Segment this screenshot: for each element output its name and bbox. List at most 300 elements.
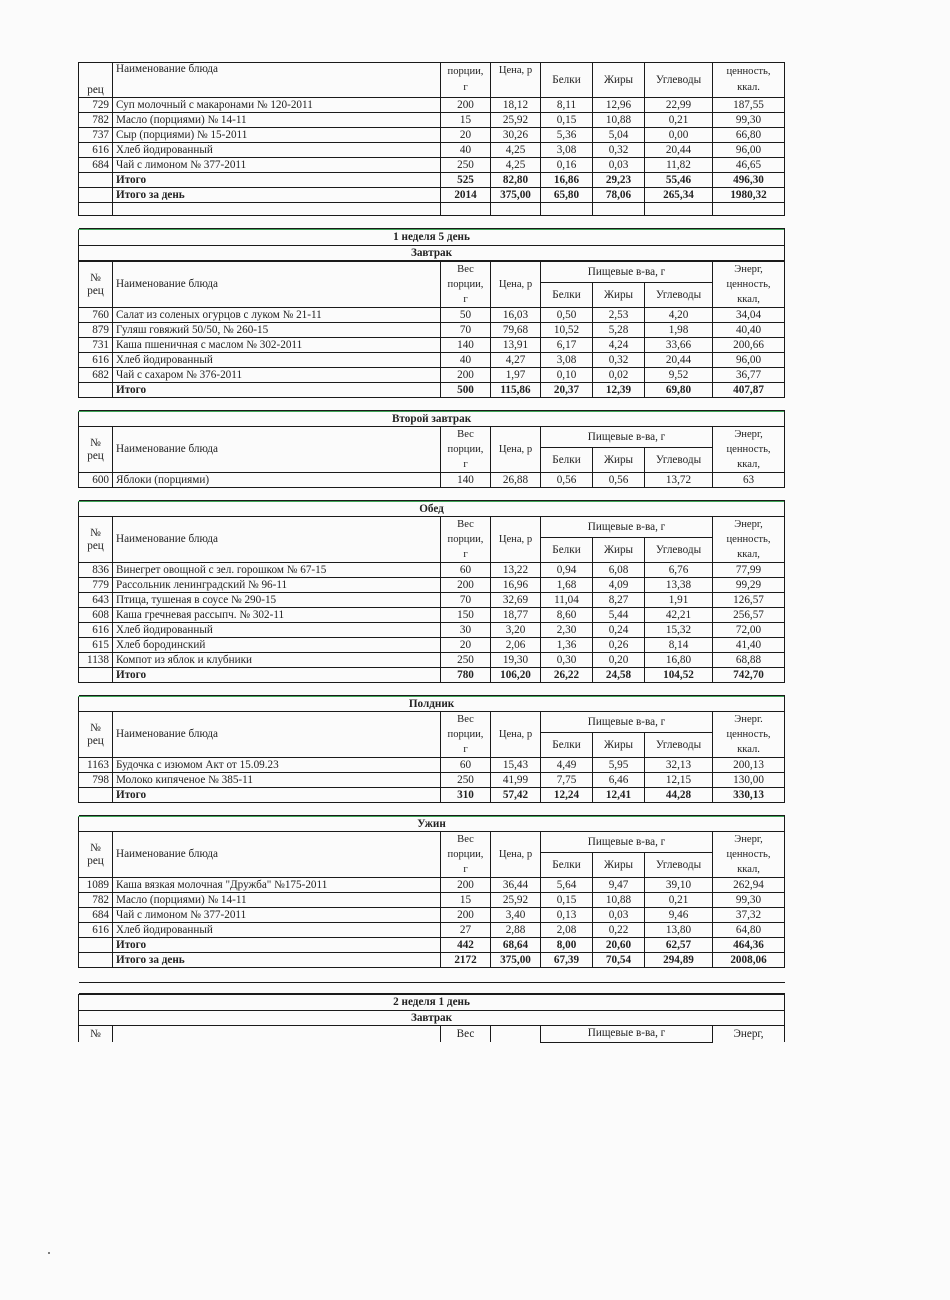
protein-cell: 0,13 [541, 908, 593, 923]
protein-cell: 0,50 [541, 308, 593, 323]
weight-cell: 200 [441, 878, 491, 893]
lunch-rows [79, 563, 785, 668]
energy-cell: 36,77 [713, 368, 785, 383]
price-cell: 2,06 [491, 638, 541, 653]
meal-title-row [79, 817, 785, 832]
energy-cell: 187,55 [713, 98, 785, 113]
table-row [79, 338, 785, 353]
weight-cell: 60 [441, 758, 491, 773]
rec-header-label: рец [87, 854, 104, 867]
protein-cell: 0,15 [541, 113, 593, 128]
price-cell: 19,30 [491, 653, 541, 668]
energy-cell: 68,88 [713, 653, 785, 668]
weight-cell: 250 [441, 653, 491, 668]
price-cell: 1,97 [491, 368, 541, 383]
weight-cell: 15 [441, 113, 491, 128]
meal-title-row [79, 502, 785, 517]
recipe-number-cell: 1089 [79, 878, 113, 893]
table-row [79, 923, 785, 938]
protein-cell: 8,00 [541, 938, 593, 953]
energy-cell: 464,36 [713, 938, 785, 953]
energy-cell: 37,32 [713, 908, 785, 923]
meal-title-row [79, 1011, 785, 1026]
recipe-number-cell: 616 [79, 353, 113, 368]
carbs-cell: 12,15 [645, 773, 713, 788]
table-header-row [79, 262, 785, 283]
carbs-cell: 15,32 [645, 623, 713, 638]
day-title-row [79, 995, 785, 1011]
fat-cell: 4,24 [593, 338, 645, 353]
weight-header-line: Вес [457, 429, 474, 440]
dish-name-cell: Масло (порциями) № 14-11 [113, 113, 441, 128]
carbs-cell: 1,98 [645, 323, 713, 338]
weight-header-line: порции, [447, 444, 484, 455]
energy-header-line: ккал, [737, 294, 760, 305]
fat-cell: 0,56 [593, 473, 645, 488]
total-row [79, 383, 785, 398]
carbs-header: Углеводы [645, 853, 713, 878]
energy-cell: 41,40 [713, 638, 785, 653]
dish-name-cell: Итого [113, 938, 441, 953]
week2-day1-table [78, 994, 785, 1043]
fat-cell: 0,03 [593, 158, 645, 173]
energy-header-line: ценность, [726, 66, 771, 77]
dish-name-cell: Молоко кипяченое № 385-11 [113, 773, 441, 788]
protein-cell: 5,64 [541, 878, 593, 893]
price-header: Цена, р [491, 517, 541, 563]
weight-cell: 40 [441, 353, 491, 368]
weight-cell: 60 [441, 563, 491, 578]
fat-cell: 8,27 [593, 593, 645, 608]
meal-title-row [79, 697, 785, 712]
energy-cell: 64,80 [713, 923, 785, 938]
weight-header [441, 262, 491, 308]
recipe-number-cell [79, 788, 113, 803]
price-header: Цена, р [491, 832, 541, 878]
protein-cell: 2,08 [541, 923, 593, 938]
energy-header [713, 832, 785, 878]
total-row [79, 938, 785, 953]
protein-cell: 6,17 [541, 338, 593, 353]
rec-header-label: рец [87, 539, 104, 552]
energy-cell: 200,66 [713, 338, 785, 353]
dinner-table [78, 816, 785, 994]
table-row [79, 368, 785, 383]
weight-cell: 15 [441, 893, 491, 908]
protein-cell: 0,94 [541, 563, 593, 578]
fat-cell: 0,24 [593, 623, 645, 638]
weight-cell: 200 [441, 908, 491, 923]
energy-cell: 126,57 [713, 593, 785, 608]
carbs-header: Углеводы [645, 63, 713, 98]
energy-header-line: ценность, [726, 729, 771, 740]
weight-header: Вес [441, 1026, 491, 1043]
meal-title-breakfast: Завтрак [79, 246, 785, 261]
fat-cell: 12,41 [593, 788, 645, 803]
carbs-cell: 104,52 [645, 668, 713, 683]
price-cell: 68,64 [491, 938, 541, 953]
weight-cell: 200 [441, 98, 491, 113]
blank-row [79, 983, 785, 994]
table-row [79, 128, 785, 143]
recipe-number-cell: 779 [79, 578, 113, 593]
price-cell: 106,20 [491, 668, 541, 683]
protein-header: Белки [541, 63, 593, 98]
breakfast-rows [79, 308, 785, 383]
fat-cell: 24,58 [593, 668, 645, 683]
energy-header [713, 517, 785, 563]
fat-cell: 2,53 [593, 308, 645, 323]
dish-name-cell: Чай с лимоном № 377-2011 [113, 908, 441, 923]
table-row [79, 353, 785, 368]
fat-cell: 10,88 [593, 113, 645, 128]
protein-cell: 26,22 [541, 668, 593, 683]
recipe-number-cell [79, 938, 113, 953]
recipe-number-cell: 729 [79, 98, 113, 113]
price-cell: 32,69 [491, 593, 541, 608]
weight-cell: 200 [441, 578, 491, 593]
protein-header: Белки [541, 283, 593, 308]
num-header-label: № [90, 436, 101, 449]
carbs-cell: 8,14 [645, 638, 713, 653]
dish-name-cell: Сыр (порциями) № 15-2011 [113, 128, 441, 143]
price-cell: 16,96 [491, 578, 541, 593]
recipe-number-cell: 836 [79, 563, 113, 578]
second-breakfast-table [78, 411, 785, 501]
table-header [79, 63, 785, 98]
price-cell: 36,44 [491, 878, 541, 893]
protein-cell: 20,37 [541, 383, 593, 398]
energy-cell: 200,13 [713, 758, 785, 773]
price-cell: 25,92 [491, 893, 541, 908]
weight-header [441, 517, 491, 563]
top-partial-rows [79, 98, 785, 173]
table-row [79, 323, 785, 338]
energy-cell: 256,57 [713, 608, 785, 623]
energy-cell: 99,30 [713, 893, 785, 908]
energy-cell: 742,70 [713, 668, 785, 683]
weight-header-line: г [463, 459, 468, 470]
top-partial-table [78, 62, 785, 229]
nutrients-header: Пищевые в-ва, г [541, 517, 713, 538]
rec-number-header [79, 427, 113, 473]
dish-name-cell: Хлеб йодированный [113, 623, 441, 638]
weight-header [441, 712, 491, 758]
carbs-cell: 42,21 [645, 608, 713, 623]
energy-header-line: ккал. [737, 744, 760, 755]
price-cell: 4,25 [491, 143, 541, 158]
protein-cell: 8,11 [541, 98, 593, 113]
weight-header-line: порции, [447, 849, 484, 860]
table-row [79, 908, 785, 923]
name-header: Наименование блюда [113, 427, 441, 473]
total-row [79, 173, 785, 188]
energy-header-line: ценность, [726, 279, 771, 290]
recipe-number-cell: 643 [79, 593, 113, 608]
table-row [79, 563, 785, 578]
carbs-cell: 22,99 [645, 98, 713, 113]
fat-cell: 0,22 [593, 923, 645, 938]
blank-row [79, 488, 785, 501]
price-cell: 115,86 [491, 383, 541, 398]
recipe-number-cell: 760 [79, 308, 113, 323]
dish-name-cell: Будочка с изюмом Акт от 15.09.23 [113, 758, 441, 773]
price-header: Цена, р [491, 262, 541, 308]
day5-table [78, 229, 785, 261]
protein-cell: 8,60 [541, 608, 593, 623]
table-row [79, 98, 785, 113]
energy-cell: 63 [713, 473, 785, 488]
weight-header-line: порции, [447, 729, 484, 740]
protein-cell: 0,30 [541, 653, 593, 668]
table-row [79, 578, 785, 593]
fat-header: Жиры [593, 448, 645, 473]
recipe-number-cell: 1163 [79, 758, 113, 773]
menu-document [78, 62, 788, 1043]
table-row [79, 593, 785, 608]
price-cell: 41,99 [491, 773, 541, 788]
name-header: Наименование блюда [113, 832, 441, 878]
breakfast-table [78, 261, 785, 411]
energy-header-line: Энерг. [734, 714, 763, 725]
breakfast-header [79, 262, 785, 308]
dish-name-cell: Птица, тушеная в соусе № 290-15 [113, 593, 441, 608]
total-row [79, 668, 785, 683]
price-cell: 82,80 [491, 173, 541, 188]
name-header-cut [113, 1026, 441, 1043]
rec-number-header [79, 262, 113, 308]
energy-cell: 262,94 [713, 878, 785, 893]
protein-cell: 0,56 [541, 473, 593, 488]
price-cell: 375,00 [491, 953, 541, 968]
dinner-rows [79, 878, 785, 938]
meal-title-breakfast: Завтрак [79, 1011, 785, 1026]
table-row [79, 893, 785, 908]
weight-cell: 2014 [441, 188, 491, 203]
weight-cell: 70 [441, 323, 491, 338]
carbs-cell: 62,57 [645, 938, 713, 953]
protein-cell: 1,36 [541, 638, 593, 653]
price-header-cut [491, 1026, 541, 1043]
weight-cell: 20 [441, 638, 491, 653]
name-header: Наименование блюда [113, 262, 441, 308]
weight-header [441, 63, 491, 98]
rec-number-header [79, 712, 113, 758]
weight-header-line: Вес [457, 519, 474, 530]
price-cell: 4,25 [491, 158, 541, 173]
recipe-number-cell: 600 [79, 473, 113, 488]
energy-cell: 407,87 [713, 383, 785, 398]
snack-header [79, 712, 785, 758]
price-cell: 26,88 [491, 473, 541, 488]
weight-header-line: г [463, 549, 468, 560]
rec-number-header [79, 517, 113, 563]
dish-name-cell: Итого [113, 788, 441, 803]
table-row [79, 473, 785, 488]
rec-header-label: рец [87, 734, 104, 747]
protein-cell: 67,39 [541, 953, 593, 968]
dish-name-cell: Яблоки (порциями) [113, 473, 441, 488]
table-row [79, 143, 785, 158]
energy-cell: 46,65 [713, 158, 785, 173]
energy-header-line: Энерг, [734, 264, 763, 275]
rec-header: рец [79, 63, 113, 98]
fat-cell: 5,44 [593, 608, 645, 623]
second-breakfast-rows [79, 473, 785, 488]
carbs-cell: 11,82 [645, 158, 713, 173]
fat-cell: 70,54 [593, 953, 645, 968]
protein-cell: 5,36 [541, 128, 593, 143]
num-header: № [79, 1026, 113, 1043]
dish-name-cell: Рассольник ленинградский № 96-11 [113, 578, 441, 593]
carbs-cell: 39,10 [645, 878, 713, 893]
fat-cell: 0,20 [593, 653, 645, 668]
fat-cell: 6,08 [593, 563, 645, 578]
energy-cell: 77,99 [713, 563, 785, 578]
weight-cell: 27 [441, 923, 491, 938]
protein-header: Белки [541, 448, 593, 473]
num-header-label: № [90, 271, 101, 284]
weight-cell: 310 [441, 788, 491, 803]
energy-cell: 330,13 [713, 788, 785, 803]
table-header-row [79, 517, 785, 538]
fat-cell: 0,02 [593, 368, 645, 383]
fat-cell: 9,47 [593, 878, 645, 893]
nutrients-header: Пищевые в-ва, г [541, 1026, 713, 1043]
fat-cell: 4,09 [593, 578, 645, 593]
snack-table [78, 696, 785, 816]
table-row [79, 638, 785, 653]
price-header: Цена, р [491, 427, 541, 473]
energy-header: Энерг, [713, 1026, 785, 1043]
table-row [79, 878, 785, 893]
price-cell: 18,12 [491, 98, 541, 113]
recipe-number-cell: 879 [79, 323, 113, 338]
energy-cell: 1980,32 [713, 188, 785, 203]
dish-name-cell: Хлеб йодированный [113, 143, 441, 158]
weight-cell: 2172 [441, 953, 491, 968]
recipe-number-cell [79, 668, 113, 683]
dish-name-cell: Каша вязкая молочная "Дружба" №175-2011 [113, 878, 441, 893]
carbs-cell: 32,13 [645, 758, 713, 773]
carbs-header: Углеводы [645, 538, 713, 563]
dish-name-cell: Гуляш говяжий 50/50, № 260-15 [113, 323, 441, 338]
recipe-number-cell: 608 [79, 608, 113, 623]
protein-cell: 12,24 [541, 788, 593, 803]
num-header-label: № [90, 526, 101, 539]
weight-cell: 140 [441, 473, 491, 488]
weight-header-line: г [463, 864, 468, 875]
day-total-row [79, 188, 785, 203]
weight-header-line: порции, [447, 279, 484, 290]
fat-cell: 0,03 [593, 908, 645, 923]
protein-header: Белки [541, 733, 593, 758]
protein-cell: 3,08 [541, 143, 593, 158]
fat-header: Жиры [593, 283, 645, 308]
energy-header-line: ккал. [737, 82, 760, 93]
dish-name-cell: Хлеб бородинский [113, 638, 441, 653]
weight-cell: 500 [441, 383, 491, 398]
nutrients-header: Пищевые в-ва, г [541, 712, 713, 733]
protein-cell: 10,52 [541, 323, 593, 338]
protein-cell: 65,80 [541, 188, 593, 203]
weight-header-line: Вес [457, 264, 474, 275]
protein-cell: 16,86 [541, 173, 593, 188]
carbs-cell: 265,34 [645, 188, 713, 203]
price-header: Цена, р [491, 712, 541, 758]
weight-header-line: Вес [457, 834, 474, 845]
dish-name-cell: Хлеб йодированный [113, 353, 441, 368]
weight-header-line: порции, [447, 66, 484, 77]
protein-cell: 7,75 [541, 773, 593, 788]
dish-name-cell: Итого [113, 383, 441, 398]
fat-cell: 5,28 [593, 323, 645, 338]
energy-cell: 2008,06 [713, 953, 785, 968]
weight-cell: 525 [441, 173, 491, 188]
price-cell: 13,91 [491, 338, 541, 353]
fat-cell: 5,95 [593, 758, 645, 773]
recipe-number-cell: 682 [79, 368, 113, 383]
energy-cell: 99,30 [713, 113, 785, 128]
price-header: Цена, р [491, 63, 541, 98]
rec-header-label: рец [87, 449, 104, 462]
energy-cell: 99,29 [713, 578, 785, 593]
partial-header-row [79, 1026, 785, 1043]
carbs-cell: 4,20 [645, 308, 713, 323]
blank-row [79, 683, 785, 696]
recipe-number-cell: 684 [79, 158, 113, 173]
energy-cell: 34,04 [713, 308, 785, 323]
dish-name-cell: Каша пшеничная с маслом № 302-2011 [113, 338, 441, 353]
energy-cell: 40,40 [713, 323, 785, 338]
table-row [79, 758, 785, 773]
fat-header: Жиры [593, 853, 645, 878]
fat-cell: 29,23 [593, 173, 645, 188]
protein-cell: 3,08 [541, 353, 593, 368]
fat-cell: 12,39 [593, 383, 645, 398]
table-row [79, 623, 785, 638]
weight-cell: 442 [441, 938, 491, 953]
weight-header-line: г [463, 294, 468, 305]
meal-title-row [79, 412, 785, 427]
recipe-number-cell: 782 [79, 893, 113, 908]
weight-cell: 50 [441, 308, 491, 323]
table-row [79, 158, 785, 173]
carbs-cell: 16,80 [645, 653, 713, 668]
table-row [79, 308, 785, 323]
recipe-number-cell: 798 [79, 773, 113, 788]
energy-header-line: Энерг, [734, 834, 763, 845]
weight-cell: 20 [441, 128, 491, 143]
protein-cell: 0,16 [541, 158, 593, 173]
protein-cell: 0,10 [541, 368, 593, 383]
price-cell: 15,43 [491, 758, 541, 773]
table-row [79, 653, 785, 668]
energy-cell: 96,00 [713, 143, 785, 158]
dish-name-cell: Итого [113, 668, 441, 683]
carbs-cell: 294,89 [645, 953, 713, 968]
price-cell: 2,88 [491, 923, 541, 938]
fat-cell: 0,32 [593, 143, 645, 158]
carbs-cell: 44,28 [645, 788, 713, 803]
energy-header [713, 63, 785, 98]
carbs-cell: 1,91 [645, 593, 713, 608]
weight-cell: 250 [441, 773, 491, 788]
energy-header-line: ккал, [737, 864, 760, 875]
energy-cell: 130,00 [713, 773, 785, 788]
carbs-cell: 13,72 [645, 473, 713, 488]
price-cell: 13,22 [491, 563, 541, 578]
